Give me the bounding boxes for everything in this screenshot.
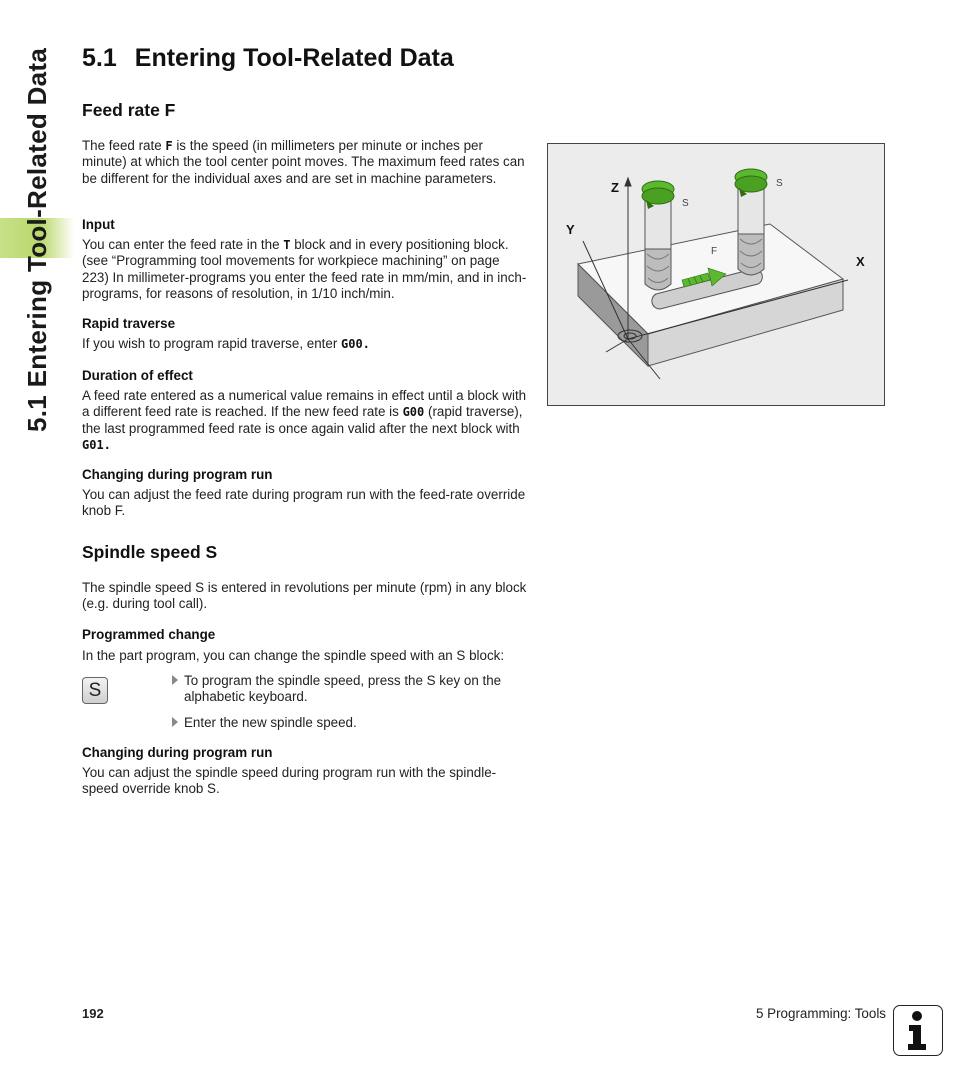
milling-tool-left [642, 181, 674, 290]
step-press-s-key [172, 673, 532, 706]
chapter-side-tab [0, 0, 74, 432]
side-tab-label: 5.1 Entering Tool-Related Data [22, 47, 52, 432]
step-enter-speed [172, 715, 532, 731]
feed-rate-intro-pre: The feed rate [82, 138, 166, 153]
feed-label: F [711, 246, 718, 257]
step-arrow-icon [172, 717, 178, 727]
step1-line2: alphabetic keyboard. [184, 689, 308, 705]
rapid-code-g00: G00. [341, 337, 370, 351]
duration-code-g01: G01. [82, 437, 111, 452]
info-icon [893, 1005, 943, 1056]
milling-tool-right [735, 169, 767, 275]
duration-heading: Duration of effect [82, 368, 193, 383]
step1-line1: To program the spindle speed, press the S key on the [184, 673, 502, 688]
feed-rate-heading: Feed rate F [82, 100, 176, 120]
duration-text-mid: (rapid traverse), the last programmed feed rate is once again valid after the next block with [82, 404, 523, 436]
axis-label-x: X [856, 254, 865, 269]
step-arrow-icon [172, 675, 178, 685]
spindle-label-right: S [776, 178, 783, 189]
input-text-pre: You can enter the feed rate in the [82, 237, 284, 252]
input-code-t: T [283, 238, 291, 252]
section-number: 5.1 [82, 44, 117, 72]
milling-diagram [548, 144, 886, 407]
axis-label-y: Y [566, 222, 575, 237]
spindle-changing-text: You can adjust the spindle speed during program run with the spindle-speed override knob S. [82, 765, 497, 797]
spindle-speed-heading: Spindle speed S [82, 542, 218, 562]
programmed-change-paragraph [82, 648, 527, 664]
duration-text-pre: A feed rate entered as a numerical value remains in effect until a block with a different feed rate is reached. If the new feed rate is [82, 388, 527, 420]
feed-rate-intro-post: is the speed (in millimeters per minute or inches per minute) at which the tool center point moves. The maximum feed rates can be different for the individual axes and are set in machine parameters. [82, 138, 525, 186]
feed-rate-intro [82, 138, 527, 187]
spindle-intro-text: The spindle speed S is entered in revolutions per minute (rpm) in any block (e.g. during tool call). [82, 580, 527, 612]
section-title: Entering Tool-Related Data [134, 44, 454, 72]
programmed-change-heading: Programmed change [82, 627, 216, 642]
step2-text: Enter the new spindle speed. [184, 715, 357, 730]
input-heading: Input [82, 217, 115, 232]
input-text-post: block and in every positioning block. (see “Programming tool movements for workpiece machining” on page 223) In millimeter-programs you enter the feed rate in mm/min, and in inch-programs, for reasons of resolution, in 1/10 inch/min. [82, 237, 527, 301]
axis-label-z: Z [611, 180, 619, 195]
feed-changing-heading: Changing during program run [82, 467, 273, 482]
spindle-intro [82, 580, 527, 613]
rapid-text: If you wish to program rapid traverse, enter [82, 336, 341, 351]
feed-changing-paragraph [82, 487, 527, 520]
chapter-name: 5 Programming: Tools [756, 1006, 886, 1021]
input-paragraph [82, 237, 527, 302]
spindle-changing-heading: Changing during program run [82, 745, 273, 760]
programmed-change-text: In the part program, you can change the spindle speed with an S block: [82, 648, 505, 663]
rapid-traverse-paragraph [82, 336, 527, 352]
duration-code-g00: G00 [402, 405, 425, 420]
page-title [82, 44, 454, 73]
page-number: 192 [82, 1006, 104, 1021]
s-key-button[interactable]: S [82, 677, 108, 704]
rapid-traverse-heading: Rapid traverse [82, 316, 176, 331]
feed-changing-text: You can adjust the feed rate during program run with the feed-rate override knob F. [82, 487, 526, 519]
feed-spindle-figure [547, 143, 885, 406]
spindle-label-left: S [682, 198, 689, 209]
duration-paragraph [82, 388, 527, 453]
spindle-changing-paragraph [82, 765, 527, 798]
feed-rate-code-f: F [165, 139, 173, 153]
